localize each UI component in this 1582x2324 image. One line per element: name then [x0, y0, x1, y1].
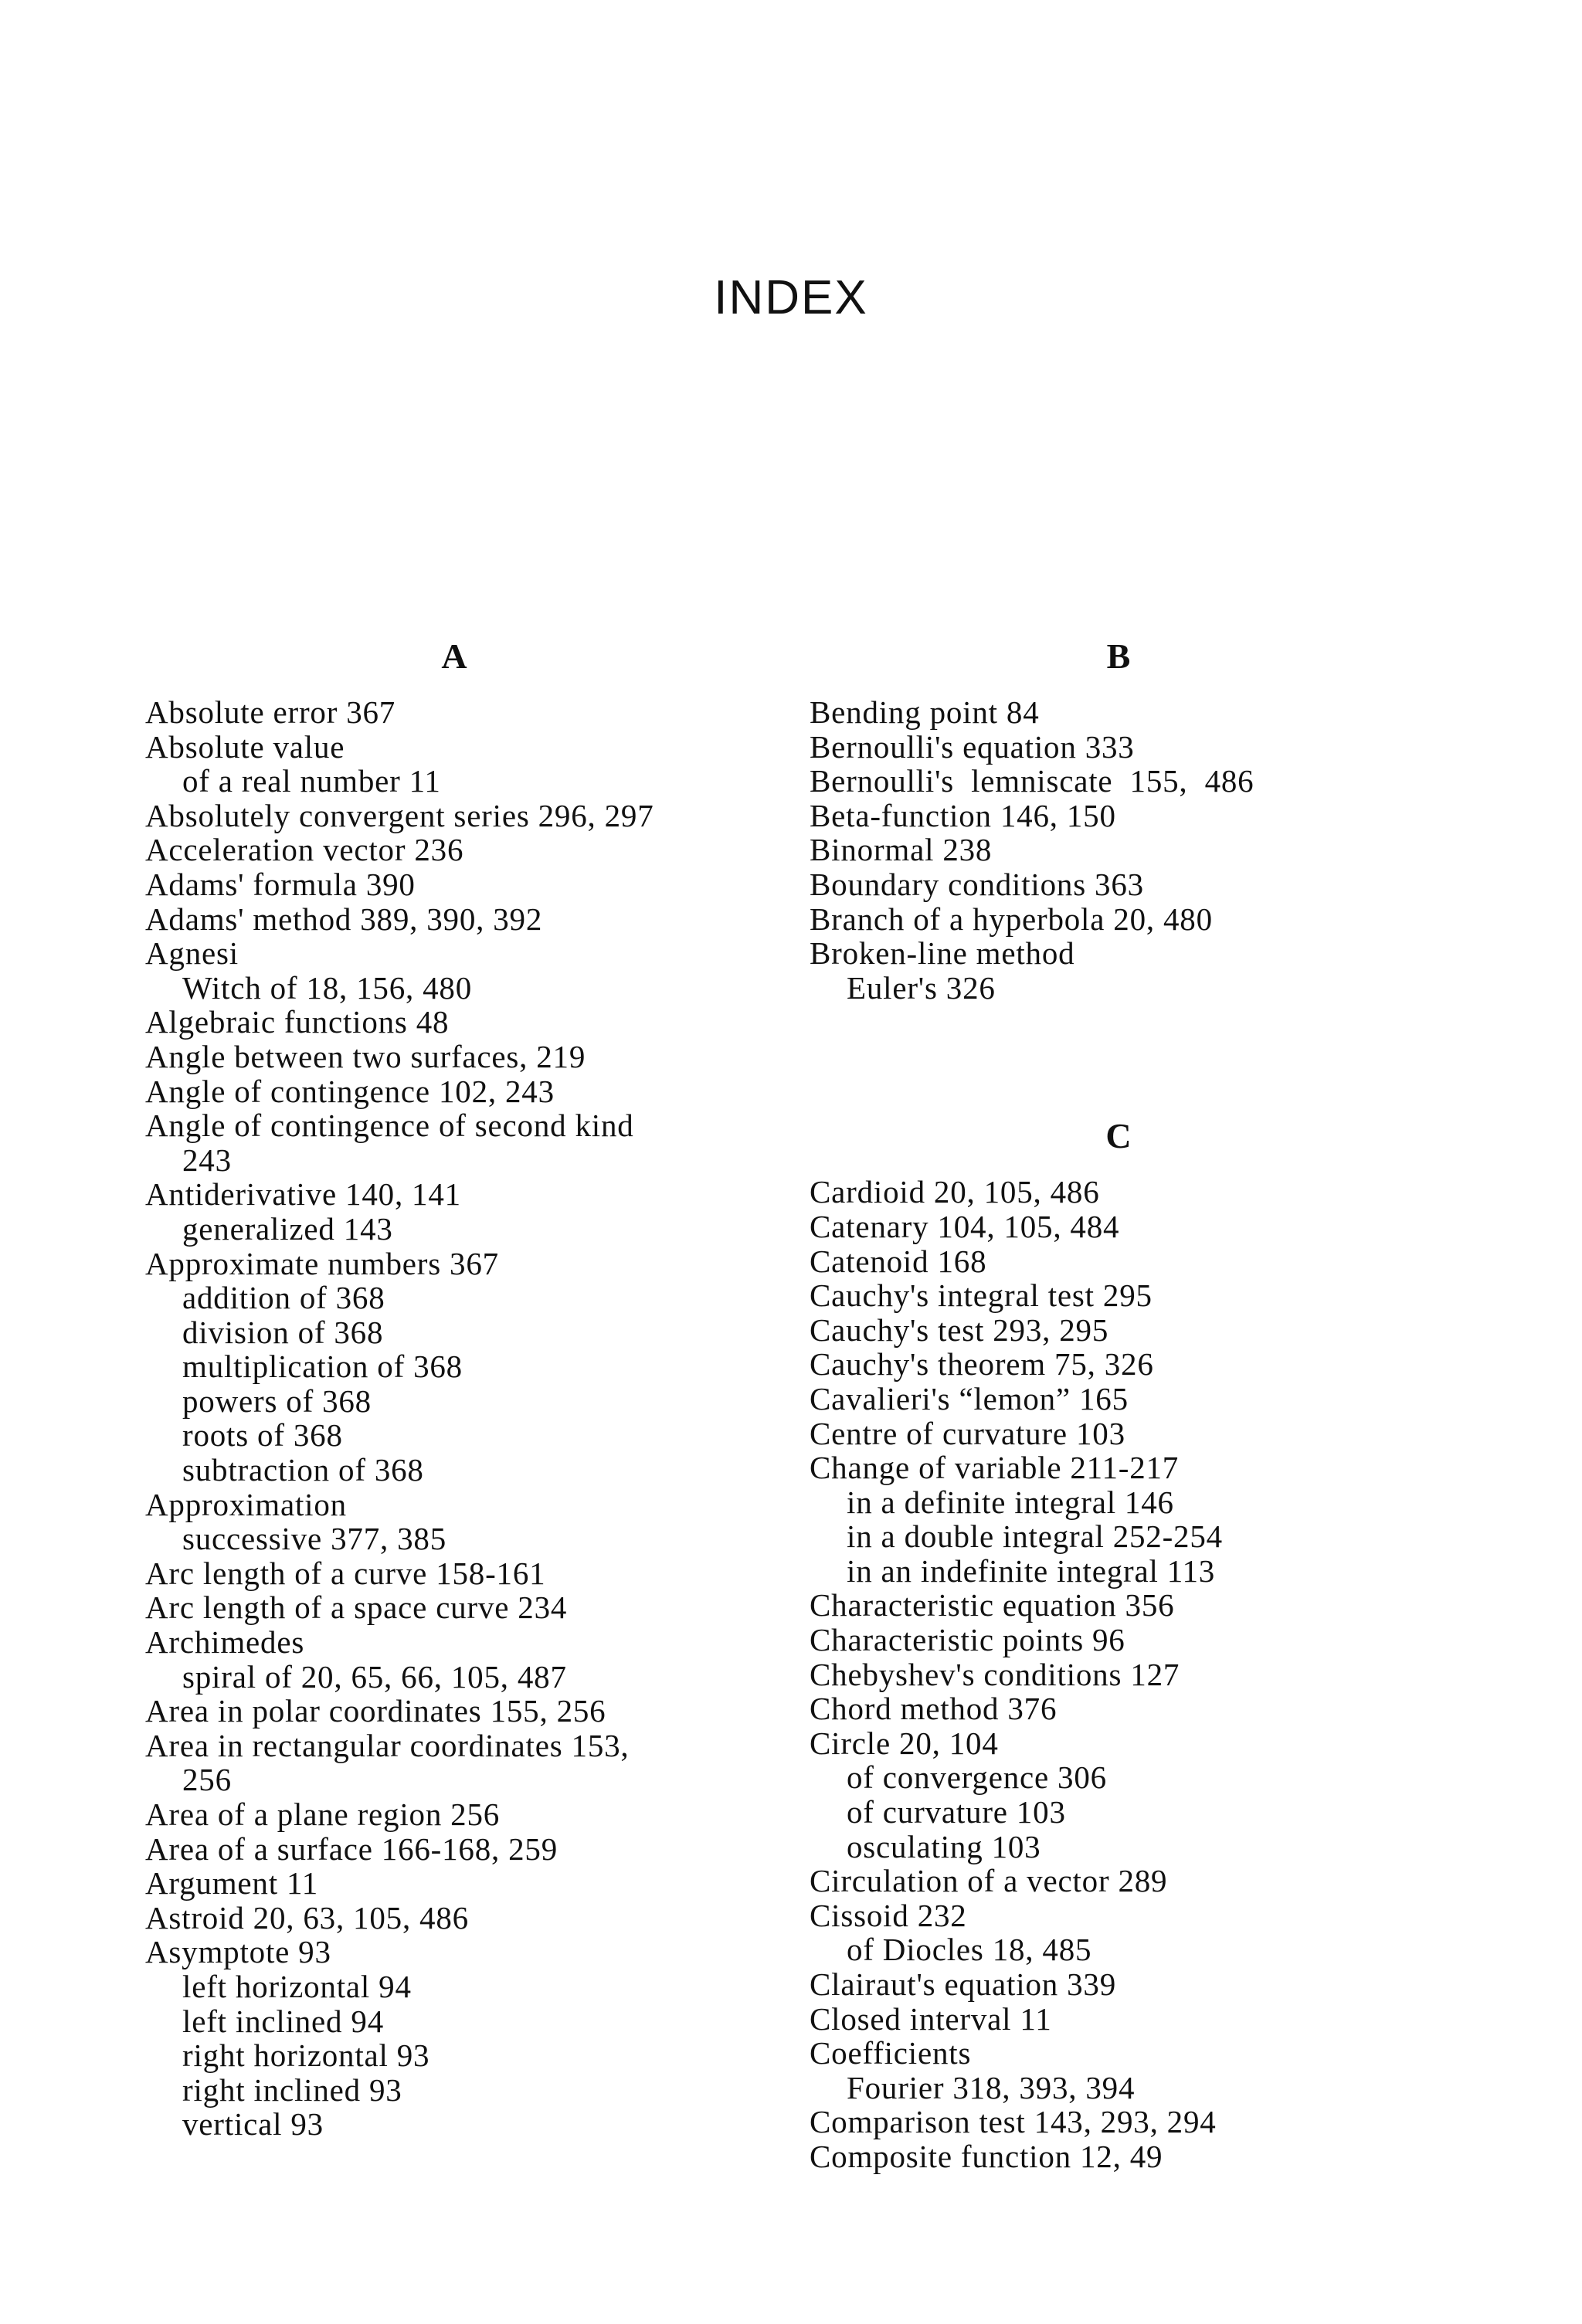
index-entry: Area in polar coordinates 155, 256: [145, 1693, 606, 1729]
index-entry: Angle of contingence 102, 243: [145, 1073, 555, 1109]
index-entry: Agnesi: [145, 935, 239, 972]
index-entry: Archimedes: [145, 1624, 305, 1661]
index-entry: Characteristic points 96: [810, 1622, 1125, 1658]
index-entry: Cavalieri's “lemon” 165: [810, 1380, 1129, 1416]
index-entry: Bending point 84: [810, 694, 1040, 730]
index-entry: Catenoid 168: [810, 1243, 987, 1279]
index-entry: Composite function 12, 49: [810, 2138, 1163, 2174]
index-entry: Clairaut's equation 339: [810, 1966, 1116, 2002]
index-entry: Cissoid 232: [810, 1897, 967, 1933]
index-subentry: right horizontal 93: [182, 2037, 430, 2074]
index-entry: Bernoulli's equation 333: [810, 728, 1135, 765]
index-entry: Acceleration vector 236: [145, 832, 464, 868]
index-subentry: generalized 143: [182, 1210, 393, 1247]
index-entry: Bernoulli's lemniscate 155, 486: [810, 763, 1254, 799]
index-entry: Beta-function 146, 150: [810, 797, 1116, 833]
index-entry: Chebyshev's conditions 127: [810, 1656, 1180, 1692]
index-entry: Angle between two surfaces, 219: [145, 1038, 586, 1074]
index-entry: Absolute value: [145, 728, 345, 765]
index-list-b: [810, 695, 1458, 1005]
index-entry: Arc length of a space curve 234: [145, 1589, 568, 1626]
index-subentry: Witch of 18, 156, 480: [182, 969, 472, 1006]
index-entry: Approximation: [145, 1486, 347, 1522]
index-subentry: left horizontal 94: [182, 1968, 412, 2004]
index-subentry: 243: [182, 1142, 232, 1178]
index-subentry: of curvature 103: [847, 1794, 1066, 1830]
index-subentry: subtraction of 368: [182, 1452, 424, 1488]
index-entry: Closed interval 11: [810, 2000, 1052, 2037]
index-entry: Area in rectangular coordinates 153,: [145, 1727, 630, 1763]
index-entry: Angle of contingence of second kind: [145, 1108, 634, 1144]
index-subentry: right inclined 93: [182, 2071, 402, 2108]
index-entry: Cauchy's test 293, 295: [810, 1311, 1109, 1348]
index-entry: Area of a surface 166-168, 259: [145, 1830, 558, 1867]
section-heading-c: C: [1105, 1116, 1132, 1156]
page-title: INDEX: [714, 271, 868, 324]
index-subentry: in an indefinite integral 113: [847, 1552, 1216, 1589]
index-subentry: division of 368: [182, 1314, 384, 1350]
index-entry: Coefficients: [810, 2035, 972, 2071]
index-column-left: [145, 626, 794, 2142]
index-entry: Branch of a hyperbola 20, 480: [810, 901, 1213, 937]
section-heading-a: A: [441, 636, 467, 676]
index-entry: Change of variable 211-217: [810, 1450, 1180, 1486]
index-entry: Astroid 20, 63, 105, 486: [145, 1899, 469, 1936]
index-entry: Circulation of a vector 289: [810, 1863, 1168, 1899]
index-subentry: powers of 368: [182, 1383, 372, 1419]
index-subentry: vertical 93: [182, 2106, 324, 2142]
index-entry: Absolutely convergent series 296, 297: [145, 797, 654, 833]
index-subentry: successive 377, 385: [182, 1521, 446, 1557]
index-entry: Catenary 104, 105, 484: [810, 1208, 1120, 1244]
index-list-a: [145, 695, 794, 2142]
index-subentry: of a real number 11: [182, 763, 441, 799]
section-spacer: [810, 1005, 1458, 1105]
index-entry: Centre of curvature 103: [810, 1415, 1125, 1451]
index-entry: Algebraic functions 48: [145, 1004, 450, 1040]
index-entry: Boundary conditions 363: [810, 866, 1144, 902]
index-subentry: Euler's 326: [847, 969, 996, 1006]
index-entry: Binormal 238: [810, 832, 993, 868]
index-subentry: of convergence 306: [847, 1759, 1107, 1796]
index-subentry: in a double integral 252-254: [847, 1518, 1223, 1555]
index-entry: Characteristic equation 356: [810, 1587, 1175, 1623]
index-entry: Area of a plane region 256: [145, 1796, 501, 1832]
index-subentry: osculating 103: [847, 1828, 1041, 1864]
index-entry: Chord method 376: [810, 1691, 1057, 1727]
index-entry: Approximate numbers 367: [145, 1245, 499, 1281]
index-subentry: addition of 368: [182, 1280, 385, 1316]
index-subentry: of Diocles 18, 485: [847, 1932, 1092, 1968]
index-subentry: 256: [182, 1762, 232, 1798]
index-list-c: [810, 1175, 1458, 2173]
index-entry: Absolute error 367: [145, 694, 396, 730]
index-entry: Cauchy's theorem 75, 326: [810, 1346, 1154, 1383]
index-subentry: left inclined 94: [182, 2003, 385, 2039]
index-entry: Adams' formula 390: [145, 866, 416, 902]
index-entry: Argument 11: [145, 1865, 319, 1902]
index-entry: Asymptote 93: [145, 1934, 331, 1970]
index-entry: Cardioid 20, 105, 486: [810, 1174, 1100, 1210]
index-entry: Antiderivative 140, 141: [145, 1176, 461, 1213]
index-subentry: in a definite integral 146: [847, 1484, 1174, 1520]
index-subentry: multiplication of 368: [182, 1349, 463, 1385]
section-heading-b: B: [1106, 636, 1131, 676]
index-entry: Comparison test 143, 293, 294: [810, 2104, 1217, 2140]
index-entry: Arc length of a curve 158-161: [145, 1555, 546, 1591]
index-entry: Cauchy's integral test 295: [810, 1277, 1153, 1314]
index-entry: Circle 20, 104: [810, 1725, 999, 1761]
index-subentry: spiral of 20, 65, 66, 105, 487: [182, 1658, 567, 1695]
index-entry: Adams' method 389, 390, 392: [145, 901, 543, 937]
index-subentry: Fourier 318, 393, 394: [847, 2069, 1136, 2105]
index-subentry: roots of 368: [182, 1417, 343, 1454]
index-column-right: [810, 626, 1458, 2174]
index-entry: Broken-line method: [810, 935, 1075, 972]
